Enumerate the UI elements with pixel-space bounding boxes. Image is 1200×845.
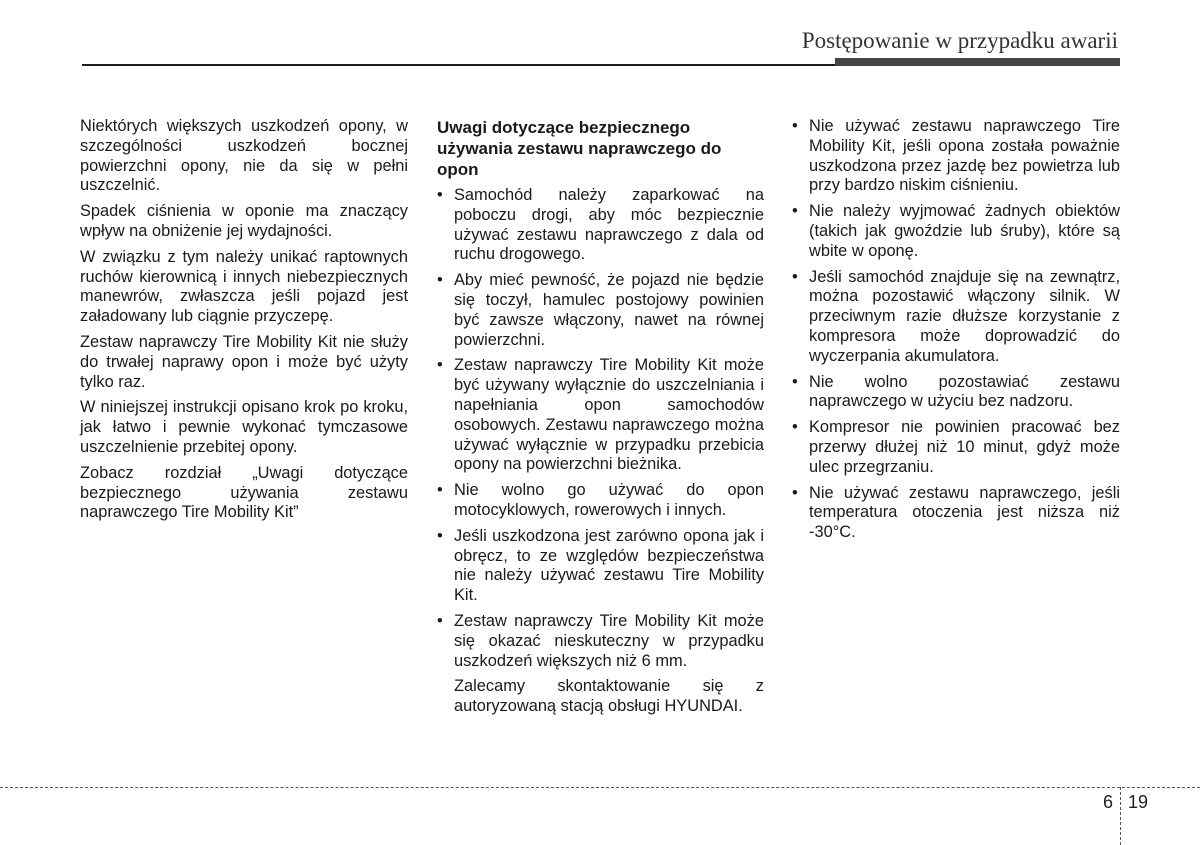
list-item <box>792 202 1120 261</box>
bullet-mark: • <box>792 202 798 221</box>
list-item <box>437 527 764 606</box>
list-item-text: Nie wolno go używać do opon motocyklowych, rowerowych i innych. <box>454 481 764 519</box>
list-item <box>437 481 764 521</box>
list-item-text: Jeśli uszkodzona jest zarówno opona jak i obręcz, to ze względów bezpieczeństwa nie należy używać zestawu Tire Mobility Kit. <box>454 526 764 605</box>
paragraph: W związku z tym należy unikać raptownych ruchów kierownicą i innych niebezpiecznych manewrów, zwłaszcza jeśli pojazd jest załadowany lub ciągnie przyczepę. <box>80 247 408 326</box>
list-item-text: Nie używać zestawu naprawczego Tire Mobility Kit, jeśli opona została poważnie uszkodzona przez jazdę bez powietrza lub przy bardzo niskim ciśnieniu. <box>809 117 1120 195</box>
paragraph: Zestaw naprawczy Tire Mobility Kit nie służy do trwałej naprawy opon i może być użyty tylko raz. <box>80 332 408 391</box>
chapter-number: 6 <box>1103 792 1114 812</box>
list-item-text: Jeśli samochód znajduje się na zewnątrz, można pozostawić włączony silnik. W przeciwnym razie dłuższe korzystanie z kompresora może doprowadzić do wyczerpania akumulatora. <box>809 267 1120 365</box>
header-tab-bar <box>835 58 1120 66</box>
list-item <box>437 186 764 265</box>
bullet-mark: • <box>437 271 443 290</box>
bullet-mark: • <box>792 267 798 286</box>
list-item-text: Kompresor nie powinien pracować bez przerwy dłużej niż 10 minut, gdyż może ulec przegrzaniu. <box>809 418 1120 476</box>
paragraph: W niniejszej instrukcji opisano krok po kroku, jak łatwo i pewnie wykonać tymczasowe uszczelnienie przebitej opony. <box>80 398 408 456</box>
column-left <box>80 117 408 529</box>
list-item <box>792 373 1120 413</box>
list-item <box>437 612 764 671</box>
list-item <box>437 356 764 475</box>
footer-divider <box>1120 787 1121 845</box>
bullet-list <box>792 117 1120 543</box>
list-item-text: Nie wolno pozostawiać zestawu naprawczego w użyciu bez nadzoru. <box>809 372 1120 411</box>
recommendation-note: Zalecamy skontaktowanie się z autoryzowaną stacją obsługi HYUNDAI. <box>454 677 764 716</box>
section-heading: Uwagi dotyczące bezpiecznego używania zestawu naprawczego do opon <box>437 118 722 179</box>
section-title: Postępowanie w przypadku awarii <box>801 28 1118 53</box>
list-item-text: Aby mieć pewność, że pojazd nie będzie się toczył, hamulec postojowy powinien być zawsze włączony, nawet na równej powierzchni. <box>454 271 764 349</box>
list-item-text: Nie używać zestawu naprawczego, jeśli temperatura otoczenia jest niższa niż -30°C. <box>809 483 1120 542</box>
page-number: 19 <box>1128 792 1149 812</box>
bullet-mark: • <box>792 418 798 437</box>
bullet-mark: • <box>792 483 798 502</box>
bullet-mark: • <box>792 117 798 135</box>
column-right <box>792 117 1120 549</box>
list-item-text: Samochód należy zaparkować na poboczu drogi, aby móc bezpiecznie używać zestawu naprawczego z dala od ruchu drogowego. <box>454 186 764 264</box>
footer-dashed-rule <box>0 787 1200 788</box>
bullet-list <box>437 186 764 671</box>
list-item-text: Nie należy wyjmować żadnych obiektów (takich jak gwoździe lub śruby), które są wbite w oponę. <box>809 202 1120 260</box>
bullet-mark: • <box>437 481 443 500</box>
bullet-mark: • <box>437 186 443 204</box>
list-item <box>792 268 1120 367</box>
paragraph: Zobacz rozdział „Uwagi dotyczące bezpiecznego używania zestawu naprawczego Tire Mobility Kit” <box>80 463 408 522</box>
bullet-mark: • <box>437 356 443 375</box>
bullet-mark: • <box>437 611 443 630</box>
bullet-mark: • <box>792 372 798 391</box>
list-item-text: Zestaw naprawczy Tire Mobility Kit może być używany wyłącznie do uszczelniania i napełniania opon samochodów osobowych. Zestawu naprawczego można używać wyłącznie w przypadku przebicia opony na powierzchni bieżnika. <box>454 356 764 474</box>
list-item <box>792 117 1120 196</box>
list-item <box>792 484 1120 543</box>
list-item <box>792 418 1120 477</box>
paragraph: Spadek ciśnienia w oponie ma znaczący wpływ na obniżenie jej wydajności. <box>80 202 408 240</box>
column-middle <box>437 117 764 723</box>
list-item-text: Zestaw naprawczy Tire Mobility Kit może się okazać nieskuteczny w przypadku uszkodzeń większych niż 6 mm. <box>454 611 764 670</box>
list-item <box>437 271 764 350</box>
paragraph: Niektórych większych uszkodzeń opony, w szczególności uszkodzeń bocznej powierzchni opony, nie da się w pełni uszczelnić. <box>80 117 408 195</box>
bullet-mark: • <box>437 526 443 545</box>
